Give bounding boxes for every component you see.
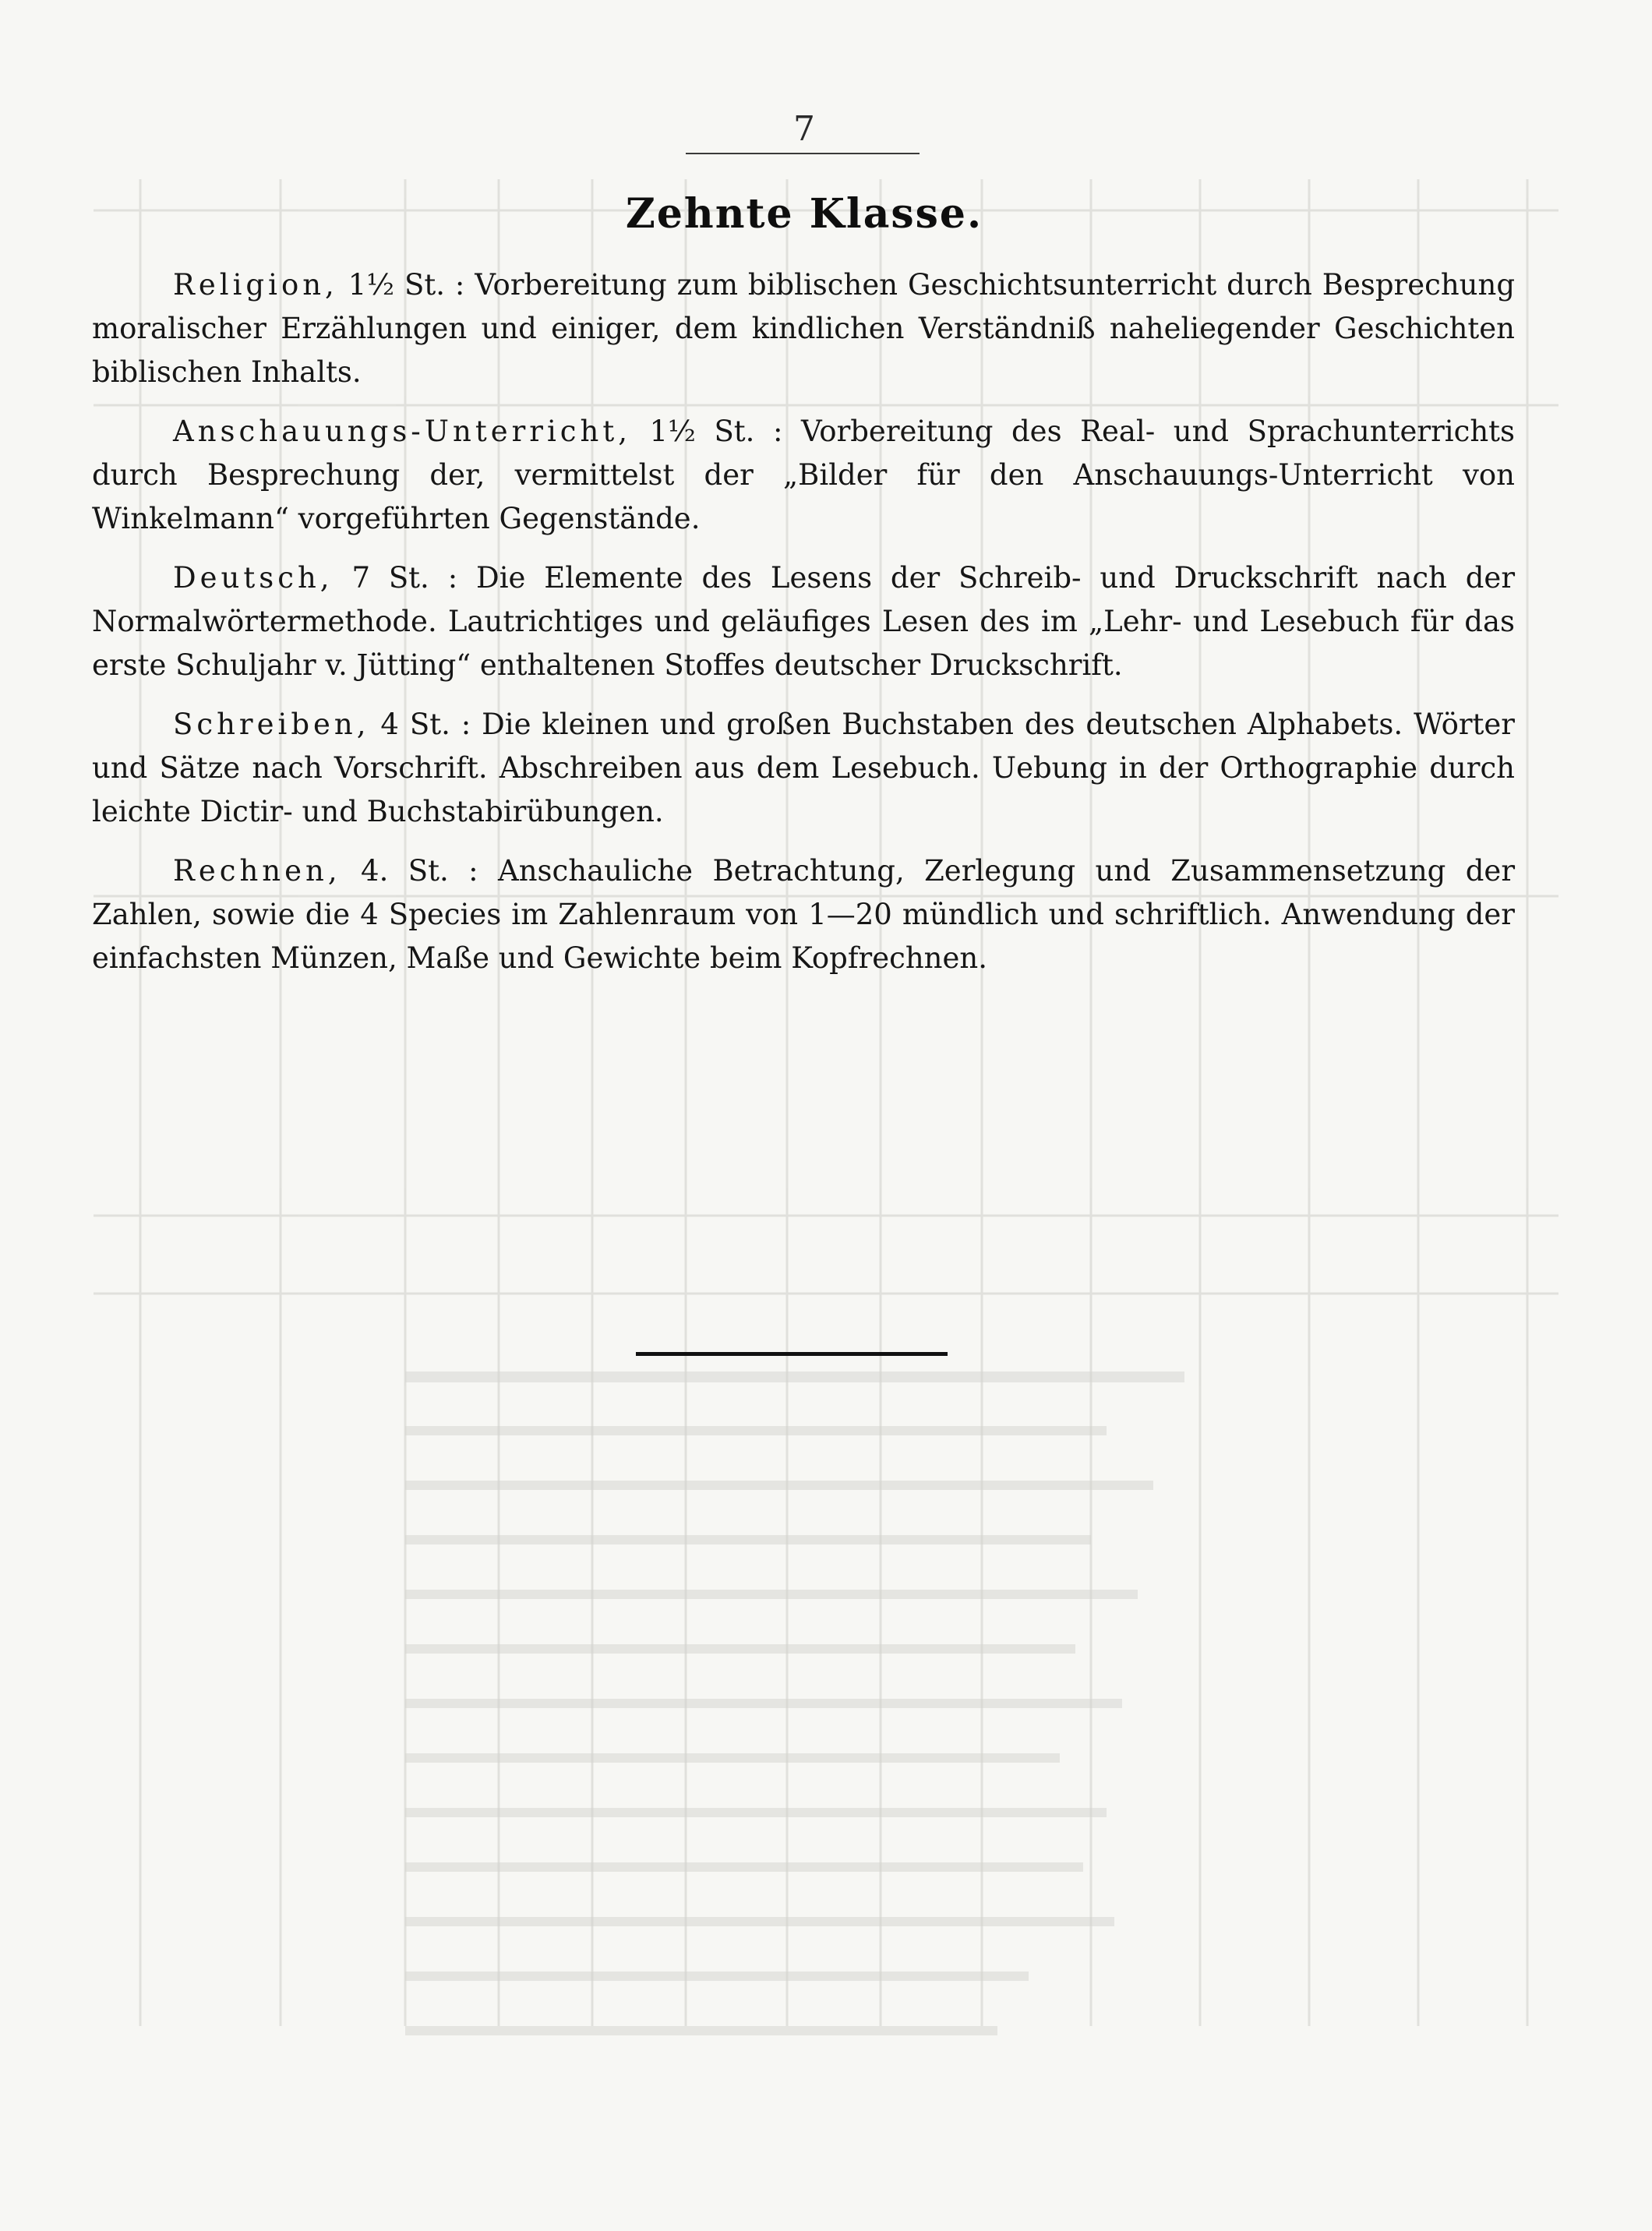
paragraph-schreiben	[92, 703, 1515, 834]
paragraph-deutsch	[92, 556, 1515, 687]
subject-description: : Vorbereitung zum biblischen Geschichtsunterricht durch Besprechung moralischer Erzählungen und einiger, dem kindlichen Verständniß naheliegender Geschichten biblischen Inhalts.	[92, 268, 1516, 389]
subject-name: Religion,	[173, 268, 338, 302]
subject-description: : Vorbereitung des Real- und Sprachunterrichts durch Besprechung der, vermittelst der „Bilder für den Anschauungs-Unterricht von Winkelmann“ vorgeführten Gegenstände.	[92, 415, 1516, 535]
subject-hours: 7 St.	[351, 561, 429, 595]
subject-name: Schreiben,	[173, 708, 370, 741]
syllabus-body	[92, 263, 1515, 996]
paragraph-rechnen	[92, 849, 1515, 980]
subject-hours: 4 St.	[380, 708, 450, 741]
subject-name: Deutsch,	[173, 561, 334, 595]
paragraph-religion	[92, 263, 1515, 394]
paragraph-anschauungs-unterricht	[92, 410, 1515, 541]
subject-description: : Die kleinen und großen Buchstaben des deutschen Alphabets. Wörter und Sätze nach Vorschrift. Abschreiben aus dem Lesebuch. Uebung in der Orthographie durch leichte Dictir- und Buchstabirübungen.	[92, 708, 1515, 828]
page-number: 7	[793, 109, 815, 149]
subject-hours: 1½ St.	[649, 415, 755, 448]
subject-name: Rechnen,	[173, 854, 341, 888]
subject-hours: 4. St.	[361, 854, 449, 888]
subject-hours: 1½ St.	[348, 268, 445, 302]
subject-description: : Die Elemente des Lesens der Schreib- und Druckschrift nach der Normalwörtermethode. Lautrichtiges und geläufiges Lesen des im „Lehr- und Lesebuch für das erste Schuljahr v. Jütting“ enthaltenen Stoffes deutscher Druckschrift.	[92, 561, 1516, 682]
section-end-rule	[636, 1352, 948, 1356]
header-rule	[686, 153, 920, 154]
subject-name: Anschauungs-Unterricht,	[173, 415, 631, 448]
subject-description: : Anschauliche Betrachtung, Zerlegung und Zusammensetzung der Zahlen, sowie die 4 Species im Zahlenraum von 1—20 mündlich und schriftlich. Anwendung der einfachsten Münzen, Maße und Gewichte beim Kopfrechnen.	[92, 854, 1516, 975]
section-heading: Zehnte Klasse.	[625, 190, 983, 238]
